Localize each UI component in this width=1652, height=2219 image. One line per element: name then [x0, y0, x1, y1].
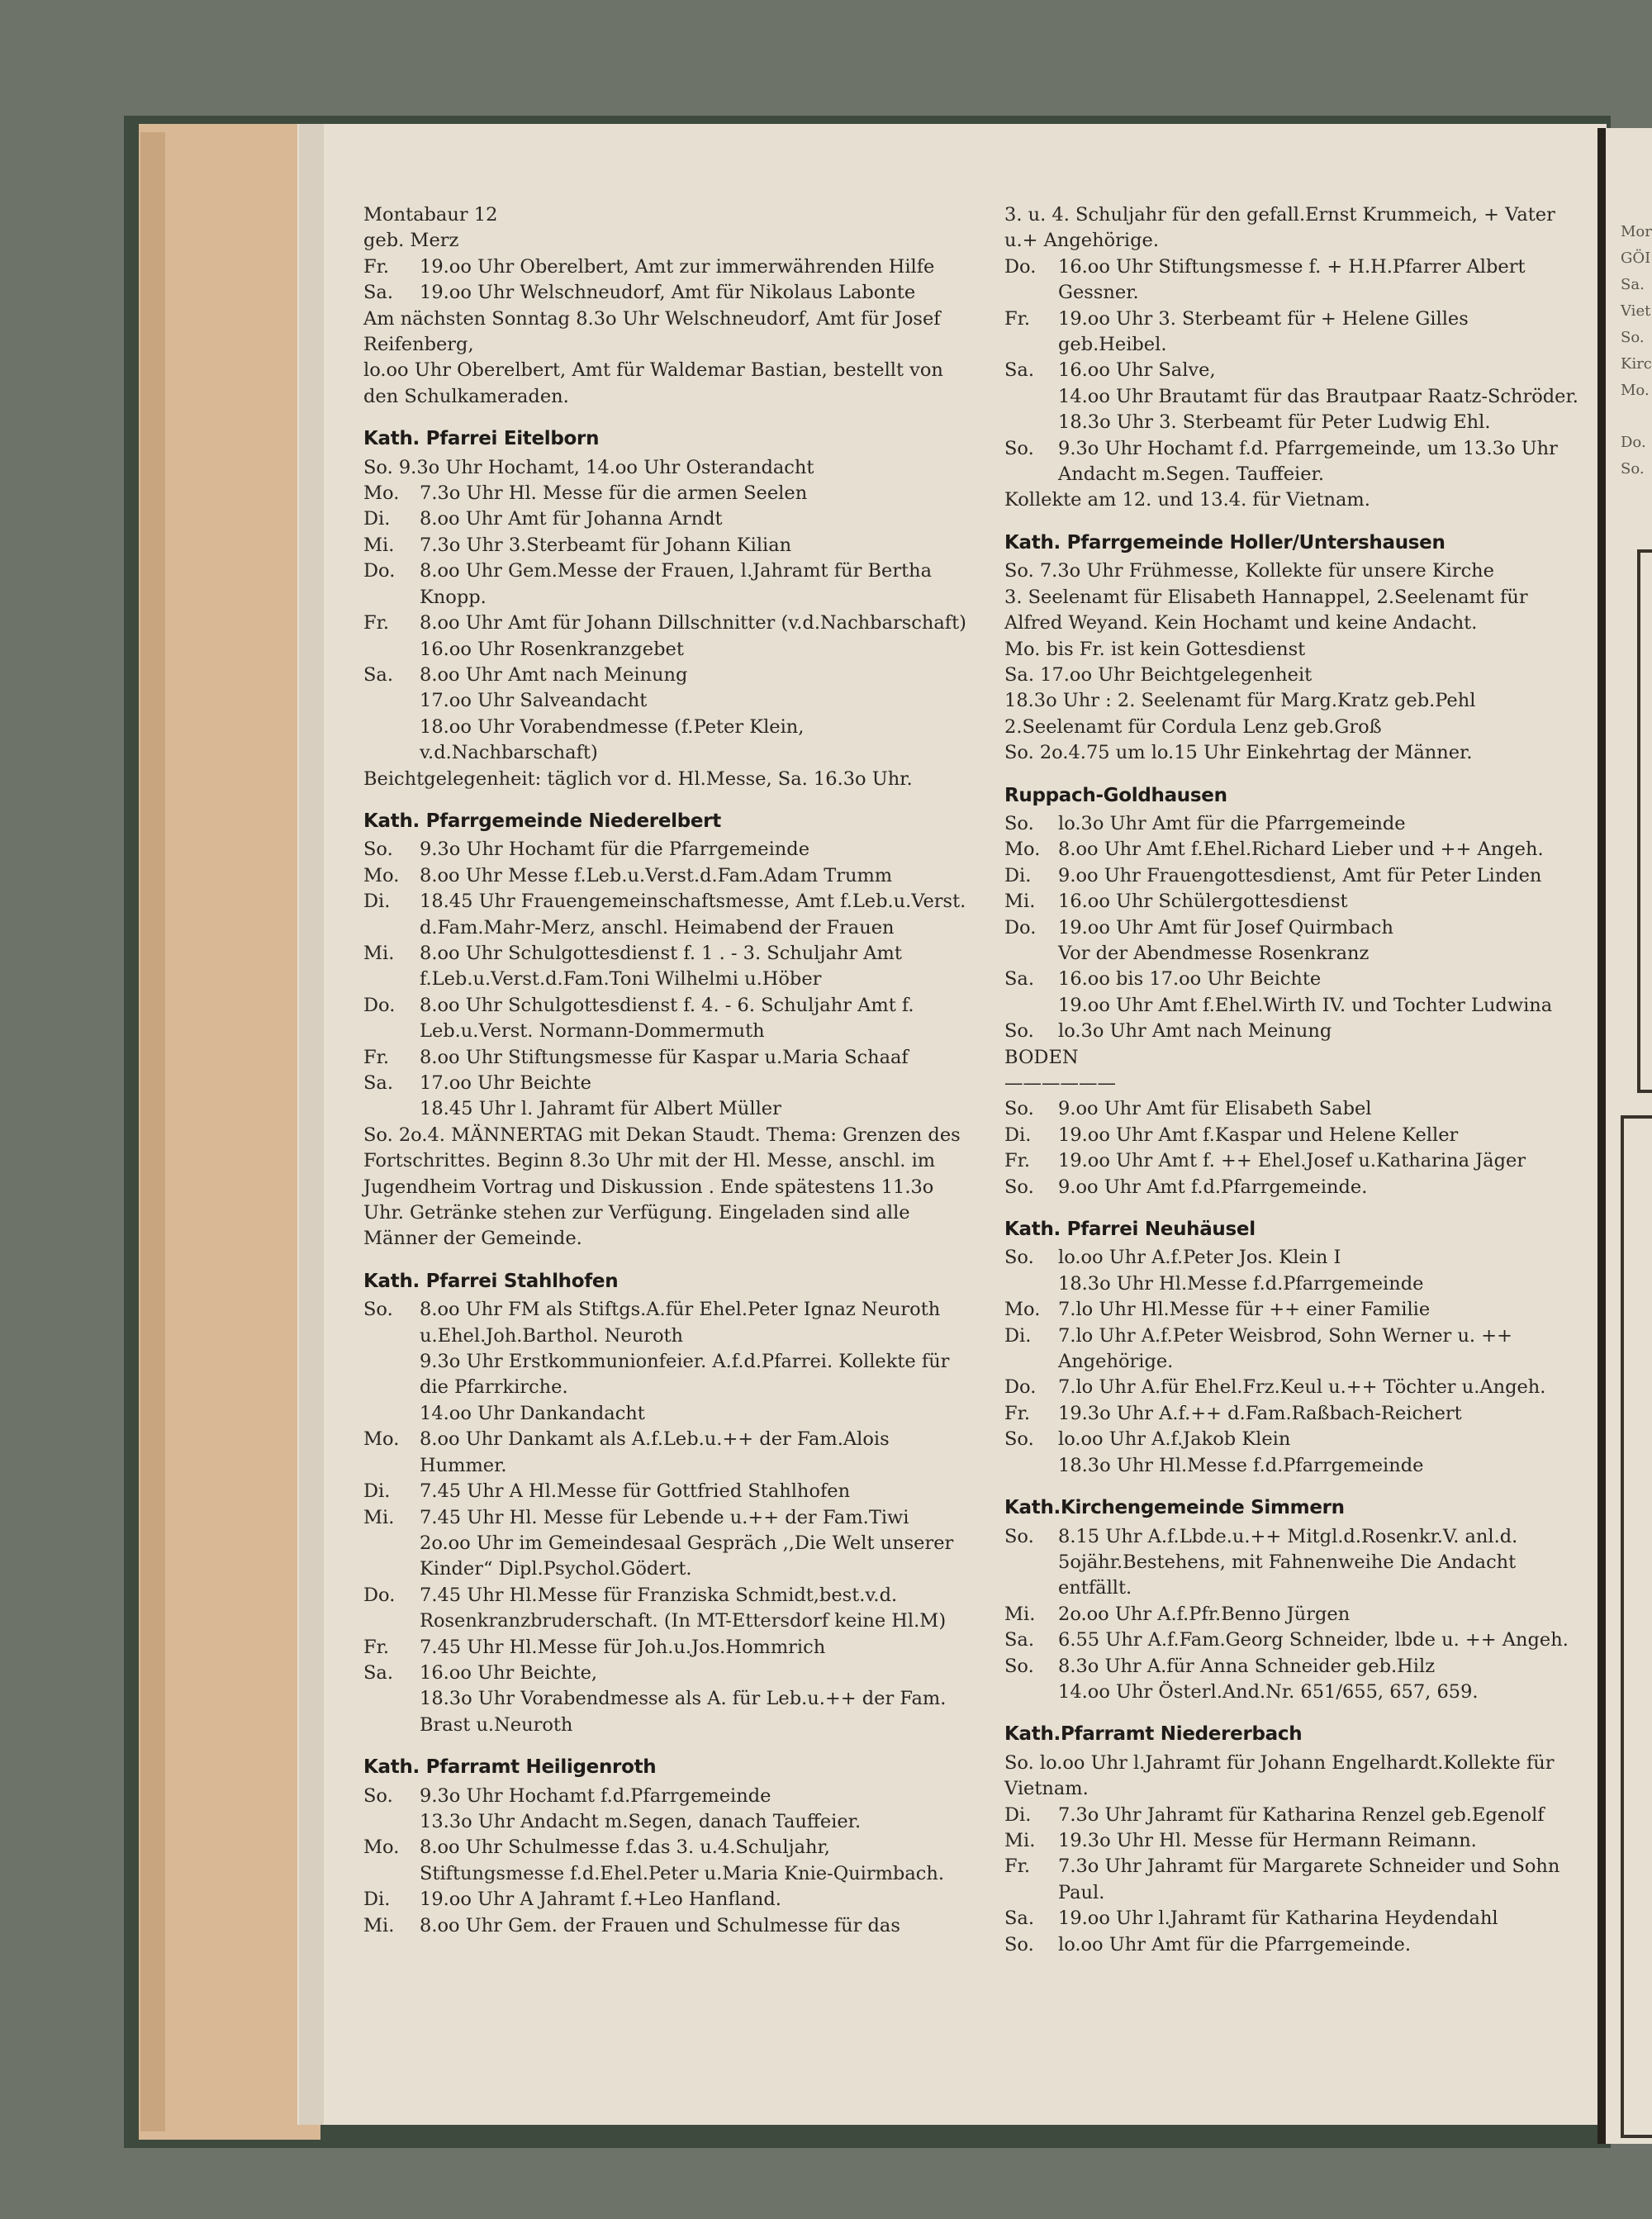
schedule-line [363, 1583, 971, 1635]
day-label: Sa. [1004, 968, 1034, 991]
schedule-line [363, 1809, 971, 1835]
line-text: 9.3o Uhr Hochamt f.d.Pfarrgemeinde [420, 1784, 771, 1807]
line-text: Beichtgelegenheit: täglich vor d. Hl.Messe, Sa. 16.3o Uhr. [363, 767, 913, 790]
line-text: lo.oo Uhr Amt für die Pfarrgemeinde. [1058, 1933, 1411, 1955]
day-label: Mo. [363, 482, 400, 505]
schedule-line [363, 993, 971, 1045]
line-text: 19.oo Uhr A Jahramt f.+Leo Hanfland. [420, 1889, 781, 1911]
schedule-line [363, 1349, 971, 1401]
day-label: Fr. [363, 255, 390, 278]
schedule-line [363, 455, 971, 481]
schedule-line [363, 358, 971, 410]
next-page-text-fragment: Sa. [1621, 276, 1645, 293]
day-label: Do. [1004, 255, 1037, 278]
next-page-text-fragment: Kirc [1621, 355, 1652, 373]
day-label: Sa. [363, 1661, 393, 1684]
day-label: Di. [1004, 1803, 1032, 1826]
line-text: geb. Merz [363, 230, 459, 252]
schedule-line [1004, 1175, 1581, 1200]
schedule-line [363, 1123, 971, 1252]
line-text: 9.3o Uhr Hochamt für die Pfarrgemeinde [420, 839, 810, 861]
line-text: 3. u. 4. Schuljahr für den gefall.Ernst Krummeich, + Vater u.+ Angehörige. [1004, 204, 1555, 252]
schedule-line [1004, 1453, 1581, 1479]
schedule-line [363, 228, 971, 254]
schedule-line [1004, 1245, 1581, 1271]
day-label: Mi. [363, 1506, 395, 1528]
schedule-line [1004, 1045, 1581, 1071]
line-text: 8.oo Uhr Amt für Johann Dillschnitter (v.d.Nachbarschaft) [420, 612, 966, 634]
schedule-line [1004, 1524, 1581, 1602]
day-label: Mo. [363, 1428, 400, 1451]
line-text: 16.oo Uhr Schülergottesdienst [1058, 891, 1348, 913]
line-text: So. 9.3o Uhr Hochamt, 14.oo Uhr Osterandacht [363, 456, 814, 478]
line-text: 8.3o Uhr A.für Anna Schneider geb.Hilz [1058, 1655, 1436, 1677]
schedule-line [1004, 1148, 1581, 1174]
day-label: Di. [1004, 1324, 1032, 1347]
section-heading: Ruppach-Goldhausen [1004, 784, 1227, 806]
section-heading: Kath. Pfarrgemeinde Niederelbert [363, 810, 721, 832]
line-text: 19.oo Uhr l.Jahramt für Katharina Heydendahl [1058, 1908, 1498, 1930]
schedule-line [363, 1686, 971, 1738]
schedule-line [363, 688, 971, 714]
line-text: 7.3o Uhr Hl. Messe für die armen Seelen [420, 482, 808, 505]
line-text: Montabaur 12 [363, 204, 498, 226]
schedule-line [1004, 1123, 1581, 1148]
schedule-line [363, 663, 971, 688]
section-heading: Kath. Pfarrgemeinde Holler/Untershausen [1004, 531, 1446, 554]
line-text: lo.3o Uhr Amt für die Pfarrgemeinde [1058, 812, 1406, 834]
schedule-line [1004, 358, 1581, 383]
day-label: Mo. [1004, 1299, 1041, 1321]
line-text: 19.oo Uhr Welschneudorf, Amt für Nikolaus Labonte [420, 282, 916, 304]
schedule-line [1004, 436, 1581, 488]
schedule-line [1004, 1854, 1581, 1906]
line-text: 19.oo Uhr Amt f.Kaspar und Helene Keller [1058, 1124, 1459, 1146]
right-column [1004, 202, 1581, 1958]
line-text: 16.oo Uhr Salve, [1058, 359, 1216, 382]
day-label: So. [1004, 1428, 1034, 1451]
schedule-line [1004, 967, 1581, 992]
line-text: 2o.oo Uhr A.f.Pfr.Benno Jürgen [1058, 1603, 1351, 1625]
schedule-line [363, 837, 971, 862]
schedule-line [1004, 1654, 1581, 1680]
schedule-line [1004, 637, 1581, 663]
line-text: 8.oo Uhr FM als Stiftgs.A.für Ehel.Peter Ignaz Neuroth u.Ehel.Joh.Barthol. Neuroth [420, 1299, 941, 1347]
schedule-line [1004, 306, 1581, 359]
line-text: 8.oo Uhr Schulmesse f.das 3. u.4.Schuljahr, Stiftungsmesse f.d.Ehel.Peter u.Maria Knie-Quirmbach. [420, 1836, 944, 1884]
schedule-line [1004, 1096, 1581, 1122]
schedule-line [1004, 1932, 1581, 1958]
next-page-text-fragment: GÖI [1621, 249, 1651, 267]
day-label: Di. [1004, 1124, 1032, 1146]
line-text: Am nächsten Sonntag 8.3o Uhr Welschneudorf, Amt für Josef Reifenberg, [363, 307, 941, 356]
line-text: 7.lo Uhr A.für Ehel.Frz.Keul u.++ Töchter u.Angeh. [1058, 1376, 1546, 1399]
day-label: Fr. [1004, 1856, 1031, 1878]
schedule-line [1004, 688, 1581, 714]
day-label: Sa. [363, 1072, 393, 1094]
line-text: So. 2o.4. MÄNNERTAG mit Dekan Staudt. Thema: Grenzen des Fortschrittes. Beginn 8.3o Uhr mit der Hl. Messe, anschl. im Jugendheim Vortrag und Diskussion . Ende spätestens 11.3o Uhr. Getränke stehen zur Verfügung. Eingeladen sind alle Männer der Gemeinde. [363, 1124, 961, 1250]
schedule-line [1004, 1680, 1581, 1705]
line-text: 6.55 Uhr A.f.Fam.Georg Schneider, lbde u. ++ Angeh. [1058, 1629, 1569, 1651]
line-text: 7.45 Uhr Hl. Messe für Lebende u.++ der Fam.Tiwi [420, 1506, 909, 1528]
line-text: 19.3o Uhr A.f.++ d.Fam.Raßbach-Reichert [1058, 1402, 1462, 1424]
schedule-line [1004, 1401, 1581, 1427]
line-text: BODEN [1004, 1046, 1079, 1068]
schedule-line [1004, 1828, 1581, 1854]
line-text: 7.3o Uhr Jahramt für Katharina Renzel geb.Egenolf [1058, 1803, 1545, 1826]
schedule-line [1004, 1271, 1581, 1297]
line-text: lo.3o Uhr Amt nach Meinung [1058, 1020, 1332, 1043]
day-label: Fr. [363, 1046, 390, 1068]
schedule-line [363, 1887, 971, 1913]
line-text: 18.3o Uhr Hl.Messe f.d.Pfarrgemeinde [1058, 1454, 1424, 1476]
line-text: 8.oo Uhr Stiftungsmesse für Kaspar u.Maria Schaaf [420, 1046, 909, 1068]
schedule-line [1004, 1375, 1581, 1400]
schedule-line [363, 202, 971, 228]
next-page-text-fragment: So. [1621, 460, 1645, 478]
day-label: Mi. [1004, 1829, 1036, 1851]
day-label: Di. [363, 1480, 391, 1503]
section-heading: Kath.Kirchengemeinde Simmern [1004, 1497, 1345, 1519]
line-text: 8.oo Uhr Messe f.Leb.u.Verst.d.Fam.Adam Trumm [420, 864, 893, 886]
schedule-line [363, 1071, 971, 1096]
left-column [363, 202, 971, 1939]
schedule-line [363, 506, 971, 532]
line-text: lo.oo Uhr Oberelbert, Amt für Waldemar Bastian, bestellt von den Schulkameraden. [363, 359, 943, 407]
line-text: 16.oo Uhr Rosenkranzgebet [420, 638, 684, 660]
line-text: 18.3o Uhr Vorabendmesse als A. für Leb.u.++ der Fam. Brast u.Neuroth [420, 1688, 947, 1736]
schedule-line [363, 863, 971, 889]
schedule-line [1004, 941, 1581, 967]
day-label: So. [1004, 1020, 1034, 1043]
day-label: So. [363, 1784, 393, 1807]
day-label: So. [363, 1299, 393, 1321]
day-label: So. [1004, 812, 1034, 834]
line-text: So. lo.oo Uhr l.Jahramt für Johann Engelhardt.Kollekte für Vietnam. [1004, 1751, 1555, 1800]
line-text: 19.oo Uhr Amt für Josef Quirmbach [1058, 916, 1393, 938]
section-heading: Kath. Pfarrei Stahlhofen [363, 1270, 619, 1292]
day-label: So. [1004, 1933, 1034, 1955]
line-text: 3. Seelenamt für Elisabeth Hannappel, 2.Seelenamt für Alfred Weyand. Kein Hochamt und keine Andacht. [1004, 586, 1528, 634]
day-label: So. [1004, 1176, 1034, 1198]
line-text: 7.lo Uhr Hl.Messe für ++ einer Familie [1058, 1299, 1431, 1321]
day-label: Di. [1004, 864, 1032, 886]
schedule-line [363, 1096, 971, 1122]
schedule-line [1004, 1803, 1581, 1828]
next-page-text-fragment: Mor [1621, 223, 1652, 240]
line-text: lo.oo Uhr A.f.Jakob Klein [1058, 1428, 1291, 1451]
line-text: 9.oo Uhr Amt f.d.Pfarrgemeinde. [1058, 1176, 1368, 1198]
line-text: 19.oo Uhr Amt f.Ehel.Wirth IV. und Tochter Ludwina [1058, 994, 1553, 1016]
line-text: 9.oo Uhr Frauengottesdienst, Amt für Peter Linden [1058, 864, 1542, 886]
line-text: 2.Seelenamt für Cordula Lenz geb.Groß [1004, 715, 1382, 738]
line-text: 14.oo Uhr Dankandacht [420, 1402, 645, 1424]
line-text: 8.oo Uhr Gem.Messe der Frauen, l.Jahramt für Bertha Knopp. [420, 560, 933, 608]
schedule-line [1004, 715, 1581, 740]
day-label: Mi. [1004, 891, 1036, 913]
line-text: 7.3o Uhr Jahramt für Margarete Schneider und Sohn Paul. [1058, 1856, 1560, 1903]
day-label: Di. [363, 891, 391, 913]
line-text: 2o.oo Uhr im Gemeindesaal Gespräch ,,Die Welt unserer Kinder“ Dipl.Psychol.Gödert. [420, 1532, 954, 1580]
day-label: So. [1004, 437, 1034, 459]
schedule-line [1004, 487, 1581, 513]
day-label: So. [1004, 1655, 1034, 1677]
schedule-line [1004, 993, 1581, 1019]
schedule-line [363, 1835, 971, 1887]
schedule-line [363, 558, 971, 611]
line-text: 9.3o Uhr Erstkommunionfeier. A.f.d.Pfarrei. Kollekte für die Pfarrkirche. [420, 1351, 950, 1399]
schedule-line [1004, 1427, 1581, 1452]
schedule-line [363, 1505, 971, 1531]
schedule-line [1004, 1019, 1581, 1044]
next-page-box-top [1637, 549, 1652, 1093]
schedule-line [363, 767, 971, 792]
line-text: 8.oo Uhr Amt nach Meinung [420, 663, 688, 686]
section-heading: Kath. Pfarrei Neuhäusel [1004, 1219, 1256, 1241]
day-label: So. [1004, 1098, 1034, 1120]
schedule-line [363, 533, 971, 558]
schedule-line [363, 889, 971, 941]
line-text: Sa. 17.oo Uhr Beichtgelegenheit [1004, 663, 1313, 686]
section-heading: Kath. Pfarramt Heiligenroth [363, 1756, 657, 1779]
line-text: 8.oo Uhr Dankamt als A.f.Leb.u.++ der Fam.Alois Hummer. [420, 1428, 890, 1476]
line-text: 9.oo Uhr Amt für Elisabeth Sabel [1058, 1098, 1372, 1120]
schedule-line [363, 306, 971, 359]
line-text: 14.oo Uhr Brautamt für das Brautpaar Raatz-Schröder. 18.3o Uhr 3. Sterbeamt für Peter Ludwig Ehl. [1058, 385, 1578, 434]
line-text: 7.45 Uhr Hl.Messe für Franziska Schmidt,best.v.d. Rosenkranzbruderschaft. (In MT-Ettersdorf keine Hl.M) [420, 1584, 947, 1632]
line-text: 19.3o Uhr Hl. Messe für Hermann Reimann. [1058, 1829, 1477, 1851]
day-label: Do. [363, 560, 396, 582]
next-page-text-fragment: Viet [1621, 302, 1651, 320]
line-text: Mo. bis Fr. ist kein Gottesdienst [1004, 638, 1306, 660]
day-label: Sa. [1004, 359, 1034, 382]
schedule-line [1004, 202, 1581, 254]
schedule-line [1004, 740, 1581, 766]
line-text: 13.3o Uhr Andacht m.Segen, danach Tauffeier. [420, 1810, 862, 1832]
day-label: Mi. [363, 942, 395, 964]
day-label: Sa. [363, 663, 393, 686]
line-text: So. 7.3o Uhr Frühmesse, Kollekte für unsere Kirche [1004, 560, 1494, 582]
day-label: Sa. [1004, 1908, 1034, 1930]
schedule-line [1004, 585, 1581, 637]
line-text: 9.3o Uhr Hochamt f.d. Pfarrgemeinde, um 13.3o Uhr Andacht m.Segen. Tauffeier. [1058, 437, 1558, 486]
schedule-line [363, 611, 971, 636]
schedule-line [1004, 1323, 1581, 1376]
line-text: 8.oo Uhr Gem. der Frauen und Schulmesse für das [420, 1914, 900, 1936]
schedule-line [1004, 1751, 1581, 1803]
day-label: Mi. [1004, 1603, 1036, 1625]
schedule-line [363, 1635, 971, 1661]
schedule-line [1004, 811, 1581, 837]
day-label: Sa. [363, 282, 393, 304]
line-text: 16.oo Uhr Stiftungsmesse f. + H.H.Pfarrer Albert Gessner. [1058, 255, 1526, 304]
day-label: Fr. [1004, 1402, 1031, 1424]
line-text: —————— [1004, 1072, 1116, 1094]
schedule-line [363, 280, 971, 306]
schedule-line [1004, 837, 1581, 862]
schedule-line [1004, 915, 1581, 941]
line-text: 8.oo Uhr Schulgottesdienst f. 4. - 6. Schuljahr Amt f. Leb.u.Verst. Normann-Dommermuth [420, 994, 914, 1043]
schedule-line [363, 637, 971, 663]
line-text: 19.oo Uhr Amt f. ++ Ehel.Josef u.Katharina Jäger [1058, 1150, 1526, 1172]
day-label: Fr. [363, 1636, 390, 1658]
day-label: Do. [1004, 1376, 1037, 1399]
day-label: So. [1004, 1525, 1034, 1547]
line-text: 16.oo bis 17.oo Uhr Beichte [1058, 968, 1322, 991]
section-heading: Kath. Pfarrei Eitelborn [363, 428, 600, 450]
schedule-line [363, 1661, 971, 1686]
line-text: 17.oo Uhr Beichte [420, 1072, 591, 1094]
day-label: Mo. [363, 1836, 400, 1859]
line-text: 7.3o Uhr 3.Sterbeamt für Johann Kilian [420, 534, 792, 556]
line-text: 14.oo Uhr Österl.And.Nr. 651/655, 657, 659. [1058, 1680, 1479, 1703]
schedule-line [1004, 1906, 1581, 1932]
line-text: 7.lo Uhr A.f.Peter Weisbrod, Sohn Werner u. ++ Angehörige. [1058, 1324, 1512, 1373]
schedule-line [363, 941, 971, 993]
schedule-line [363, 481, 971, 506]
day-label: Mo. [363, 864, 400, 886]
day-label: Mo. [1004, 839, 1041, 861]
day-label: Fr. [1004, 1150, 1031, 1172]
day-label: Mi. [363, 1914, 395, 1936]
day-label: So. [363, 839, 393, 861]
schedule-line [363, 1531, 971, 1583]
schedule-line [363, 1401, 971, 1427]
day-label: Sa. [1004, 1629, 1034, 1651]
schedule-line [363, 254, 971, 280]
day-label: Fr. [1004, 307, 1031, 330]
line-text: 18.45 Uhr Frauengemeinschaftsmesse, Amt f.Leb.u.Verst. d.Fam.Mahr-Merz, anschl. Heimabend der Frauen [420, 891, 966, 938]
schedule-line [1004, 1627, 1581, 1653]
line-text: 8.oo Uhr Amt für Johanna Arndt [420, 508, 723, 530]
schedule-line [1004, 558, 1581, 584]
next-page-text-fragment: So. [1621, 329, 1645, 346]
line-text: Vor der Abendmesse Rosenkranz [1058, 942, 1370, 964]
line-text: 18.45 Uhr l. Jahramt für Albert Müller [420, 1098, 781, 1120]
schedule-line [1004, 1602, 1581, 1627]
schedule-line [1004, 863, 1581, 889]
day-label: Do. [363, 994, 396, 1016]
line-text: 7.45 Uhr A Hl.Messe für Gottfried Stahlhofen [420, 1480, 851, 1503]
schedule-line [363, 1913, 971, 1939]
day-label: Mi. [363, 534, 395, 556]
day-label: Di. [363, 508, 391, 530]
day-label: So. [1004, 1247, 1034, 1269]
schedule-line [1004, 1071, 1581, 1096]
line-text: 16.oo Uhr Beichte, [420, 1661, 598, 1684]
schedule-line [363, 1297, 971, 1349]
schedule-line [1004, 1297, 1581, 1323]
line-text: 8.oo Uhr Amt f.Ehel.Richard Lieber und ++ Angeh. [1058, 839, 1544, 861]
line-text: 7.45 Uhr Hl.Messe für Joh.u.Jos.Hommrich [420, 1636, 826, 1658]
schedule-line [1004, 889, 1581, 915]
next-page-text-fragment: Do. [1621, 434, 1646, 451]
line-text: 17.oo Uhr Salveandacht [420, 690, 648, 712]
line-text: Kollekte am 12. und 13.4. für Vietnam. [1004, 489, 1370, 511]
line-text: 19.oo Uhr Oberelbert, Amt zur immerwährenden Hilfe [420, 255, 935, 278]
schedule-line [363, 1045, 971, 1071]
line-text: 19.oo Uhr 3. Sterbeamt für + Helene Gilles geb.Heibel. [1058, 307, 1469, 356]
line-text: 18.3o Uhr : 2. Seelenamt für Marg.Kratz geb.Pehl [1004, 690, 1476, 712]
next-page-text-fragment: Mo. [1621, 382, 1650, 399]
line-text: lo.oo Uhr A.f.Peter Jos. Klein I [1058, 1247, 1341, 1269]
day-label: Do. [363, 1584, 396, 1606]
line-text: 8.oo Uhr Schulgottesdienst f. 1 . - 3. Schuljahr Amt f.Leb.u.Verst.d.Fam.Toni Wilhelmi u.Höber [420, 942, 902, 991]
line-text: 18.3o Uhr Hl.Messe f.d.Pfarrgemeinde [1058, 1272, 1424, 1295]
section-heading: Kath.Pfarramt Niedererbach [1004, 1723, 1303, 1746]
schedule-line [1004, 254, 1581, 306]
day-label: Do. [1004, 916, 1037, 938]
schedule-line [1004, 384, 1581, 436]
schedule-line [1004, 663, 1581, 688]
next-page-box-bottom [1621, 1115, 1652, 2138]
line-text: 8.15 Uhr A.f.Lbde.u.++ Mitgl.d.Rosenkr.V. anl.d. 5ojähr.Bestehens, mit Fahnenweihe Die Andacht entfällt. [1058, 1525, 1518, 1599]
schedule-line [363, 1427, 971, 1479]
day-label: Fr. [363, 612, 390, 634]
schedule-line [363, 1784, 971, 1809]
schedule-line [363, 715, 971, 767]
day-label: Di. [363, 1889, 391, 1911]
line-text: So. 2o.4.75 um lo.15 Uhr Einkehrtag der Männer. [1004, 742, 1473, 764]
line-text: 18.oo Uhr Vorabendmesse (f.Peter Klein, v.d.Nachbarschaft) [420, 715, 805, 764]
schedule-line [363, 1479, 971, 1504]
